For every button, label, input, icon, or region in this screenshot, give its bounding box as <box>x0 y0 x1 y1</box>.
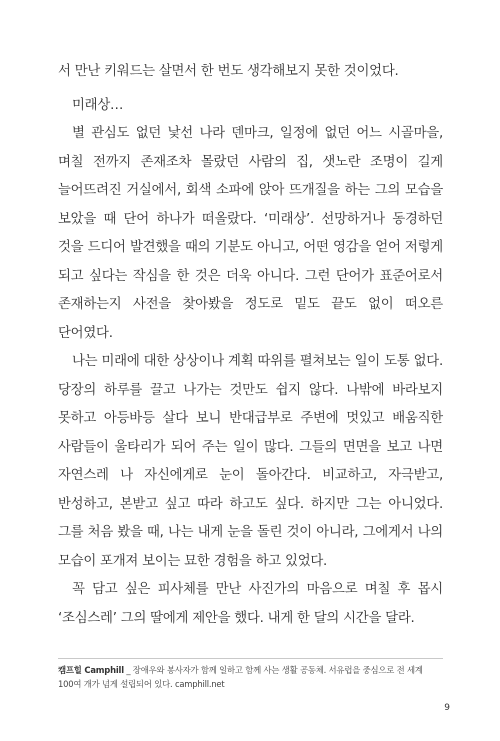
paragraph-proposal: 꼭 담고 싶은 피사체를 만난 사진가의 마음으로 며칠 후 몹시 ‘조심스레’ 그의 딸에게 제안을 했다. 내게 한 달의 시간을 달라. <box>58 582 443 626</box>
paragraph-future: 나는 미래에 대한 상상이나 계획 따위를 펼쳐보는 일이 도통 없다. 당장의 하루를 끌고 나가는 것만도 쉽지 않다. 나밖에 바라보지 못하고 아등바등 살다 보니 반대급부로 주변에 멋있고 배움직한 사람들이 울타리가 되어 주는 일이 많다. 그들의 면면을 보고 나면 자연스레 나 자신에게로 눈이 돌아간다. 비교하고, 자극받고, 반성하고, 본받고 싶고 따라 하고도 싶다. 하지만 그는 아니었다. 그를 처음 봤을 때, 나는 내게 눈을 돌린 것이 아니라, 그에게서 나의 모습이 포개져 보이는 묘한 경험을 하고 있었다. <box>58 354 443 569</box>
footnote <box>58 663 443 691</box>
paragraph-denmark: 별 관심도 없던 낯선 나라 덴마크, 일정에 없던 어느 시골마을, 며칠 전까지 존재조차 몰랐던 사람의 집, 샛노란 조명이 길게 늘어뜨려진 거실에서, 회색 소파에 앉아 뜨개질을 하는 그의 모습을 보았을 때 단어 하나가 떠올랐다. ‘미래상’. 선망하거나 동경하던 것을 드디어 발견했을 때의 기분도 아니고, 어떤 영감을 얻어 저렇게 되고 싶다는 작심을 한 것은 더욱 아니다. 그런 단어가 표준어로서 존재하는지 사전을 찾아봤을 정도로 밑도 끝도 없이 떠오른 단어였다. <box>58 126 443 341</box>
page-number: 9 <box>444 703 450 713</box>
footnote-divider <box>58 658 443 659</box>
footnote-text: _ 장애우와 봉사자가 함께 일하고 함께 사는 생활 공동체. 서유럽을 중심으로 전 세계 100여 개가 넘게 설립되어 있다. camphill.net <box>58 665 423 689</box>
footnote-term: 캠프힐 Camphill <box>58 665 124 675</box>
paragraph-continued: 서 만난 키워드는 살면서 한 번도 생각해보지 못한 것이었다. <box>58 64 399 79</box>
page-body <box>58 58 443 633</box>
paragraph-keyword: 미래상… <box>72 97 124 113</box>
